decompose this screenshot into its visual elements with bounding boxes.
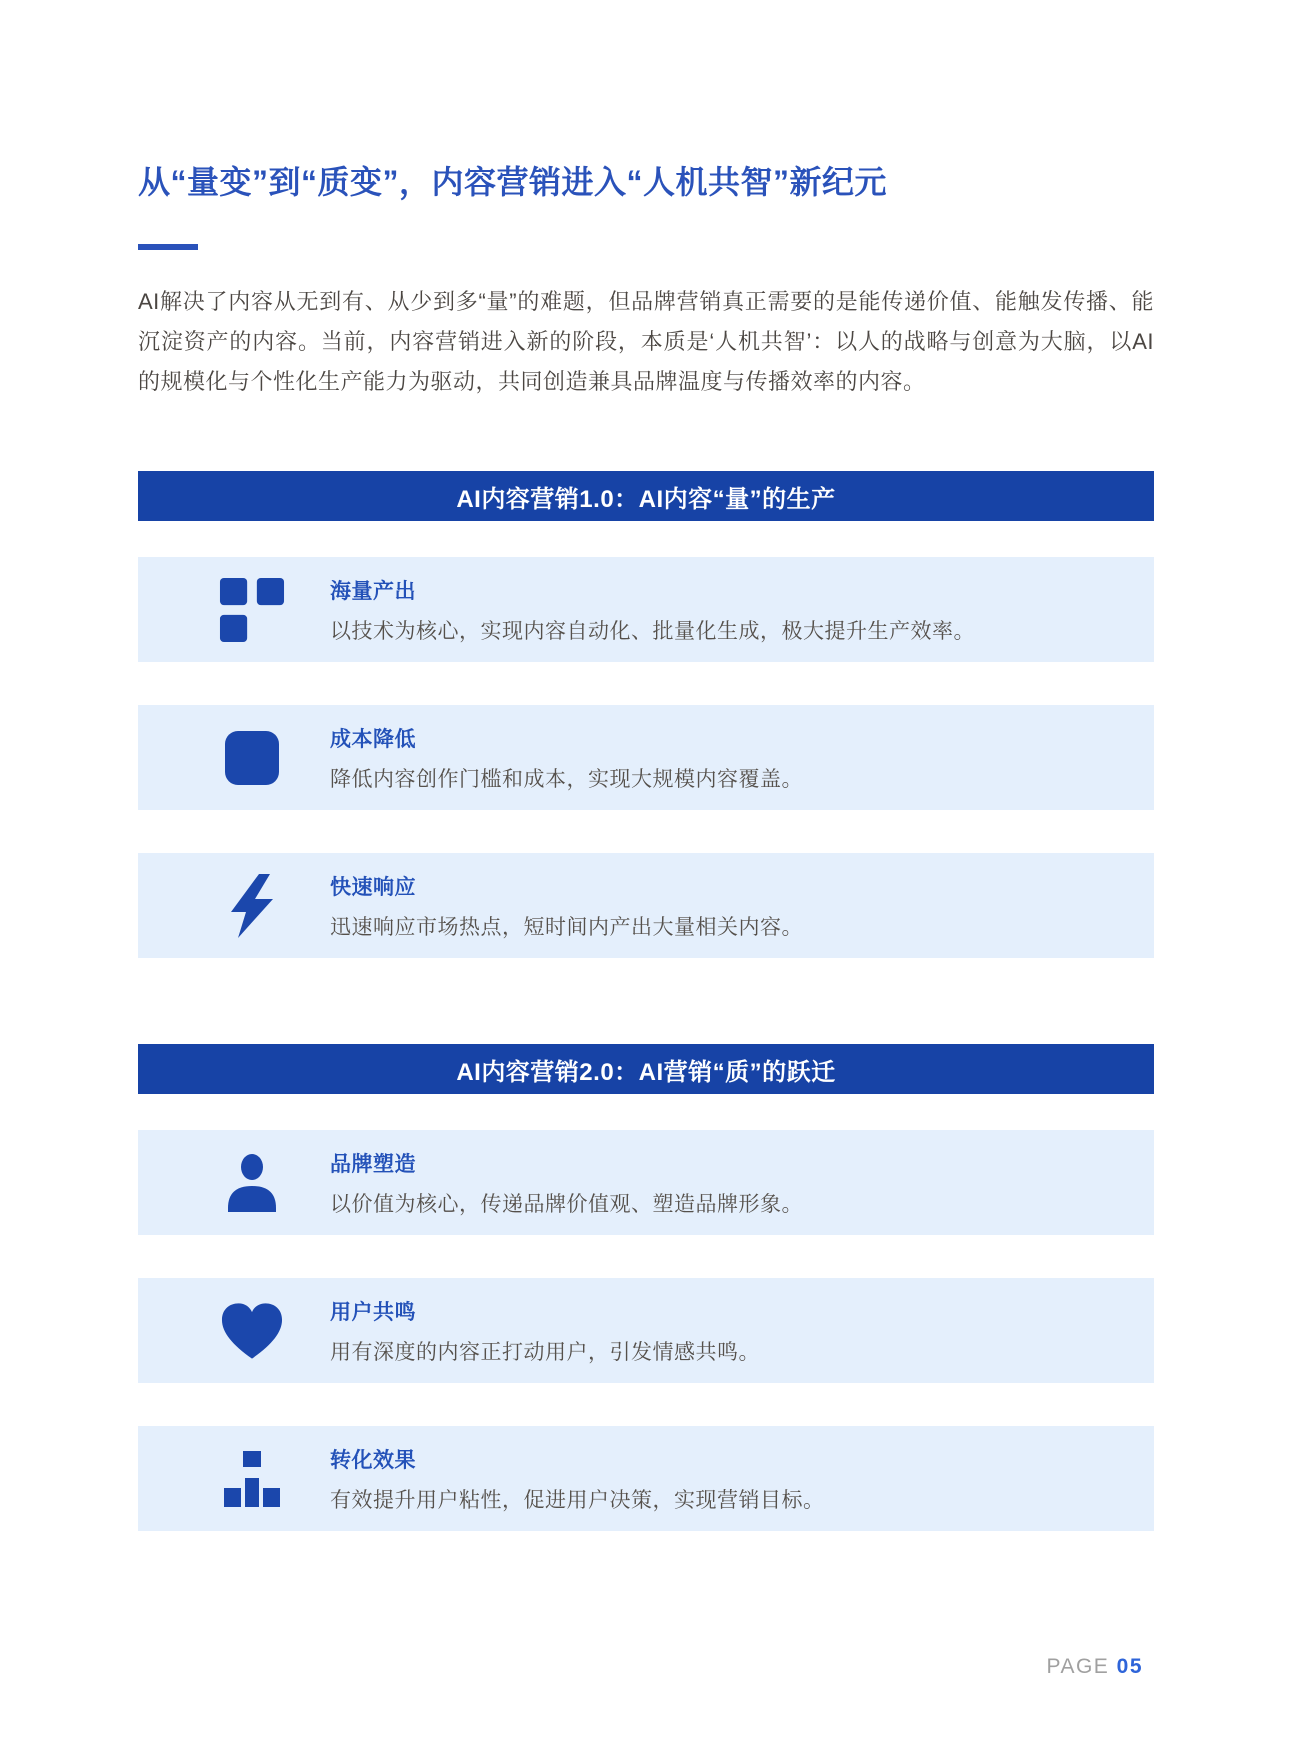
intro-paragraph: AI解决了内容从无到有、从少到多“量”的难题，但品牌营销真正需要的是能传递价值、能触发传播、能沉淀资产的内容。当前，内容营销进入新的阶段，本质是‘人机共智’：以人的战略与创意为大脑，以AI的规模化与个性化生产能力为驱动，共同创造兼具品牌温度与传播效率的内容。 bbox=[138, 289, 1154, 394]
grid-squares-icon bbox=[218, 577, 286, 643]
feature-card-brand-building bbox=[138, 1130, 1154, 1235]
section-banner-1: AI内容营销1.0：AI内容“量”的生产 bbox=[138, 471, 1154, 521]
card-description: 用有深度的内容正打动用户，引发情感共鸣。 bbox=[330, 1340, 760, 1364]
feature-card-mass-output bbox=[138, 557, 1154, 662]
page-label: PAGE bbox=[1046, 1655, 1110, 1678]
page-content bbox=[138, 0, 1154, 1531]
card-description: 迅速响应市场热点，短时间内产出大量相关内容。 bbox=[330, 915, 803, 939]
title-underline bbox=[138, 244, 198, 250]
feature-card-conversion bbox=[138, 1426, 1154, 1531]
section-banner-2: AI内容营销2.0：AI营销“质”的跃迁 bbox=[138, 1044, 1154, 1094]
card-title: 转化效果 bbox=[330, 1448, 416, 1472]
page-footer bbox=[1047, 1655, 1144, 1679]
rounded-square-icon bbox=[218, 730, 286, 786]
card-title: 成本降低 bbox=[330, 727, 416, 751]
lightning-icon bbox=[218, 874, 286, 938]
person-icon bbox=[218, 1154, 286, 1212]
org-chart-icon bbox=[218, 1451, 286, 1507]
card-description: 以价值为核心，传递品牌价值观、塑造品牌形象。 bbox=[330, 1192, 803, 1216]
feature-card-cost-reduction bbox=[138, 705, 1154, 810]
card-description: 有效提升用户粘性，促进用户决策，实现营销目标。 bbox=[330, 1488, 825, 1512]
heart-icon bbox=[218, 1302, 286, 1359]
card-title: 海量产出 bbox=[330, 579, 416, 603]
card-description: 以技术为核心，实现内容自动化、批量化生成，极大提升生产效率。 bbox=[330, 619, 975, 643]
card-title: 快速响应 bbox=[330, 875, 416, 899]
card-title: 品牌塑造 bbox=[330, 1152, 416, 1176]
feature-card-user-resonance bbox=[138, 1278, 1154, 1383]
card-title: 用户共鸣 bbox=[330, 1300, 416, 1324]
card-description: 降低内容创作门槛和成本，实现大规模内容覆盖。 bbox=[330, 767, 803, 791]
feature-card-fast-response bbox=[138, 853, 1154, 958]
page-number: 05 bbox=[1116, 1655, 1143, 1678]
page-title: 从“量变”到“质变”，内容营销进入“人机共智”新纪元 bbox=[138, 164, 888, 200]
